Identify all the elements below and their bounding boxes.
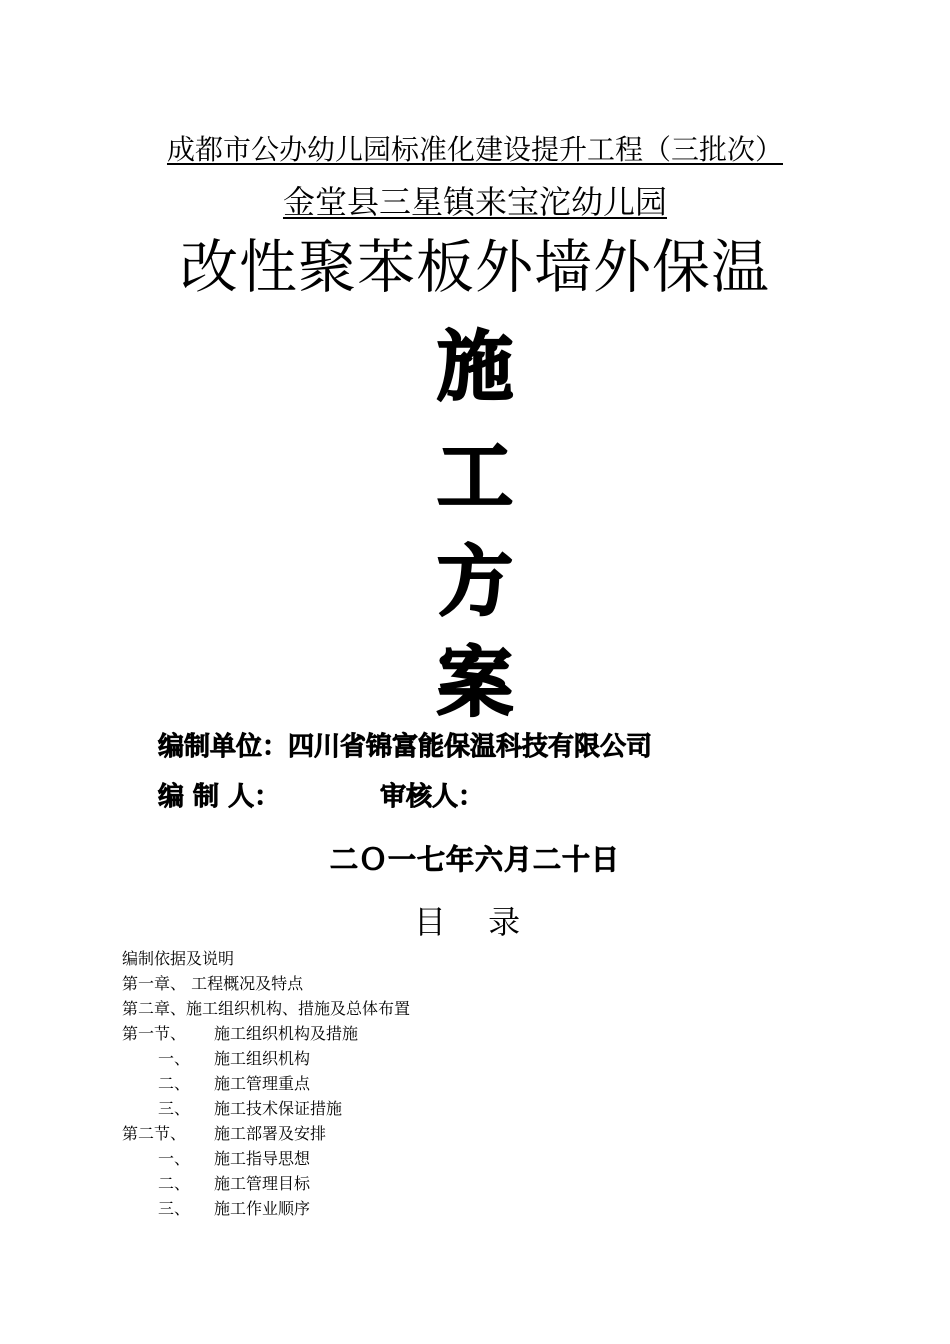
toc-item-number: 第一章、 [122,974,187,993]
toc-item[interactable] [122,1196,410,1221]
doc-type-char-1: 施 [437,322,513,411]
compiler-unit-value: 四川省锦富能保温科技有限公司 [288,732,653,762]
toc-list [122,946,410,1221]
compiler-row [158,780,280,814]
site-title-text: 金堂县三星镇来宝沱幼儿园 [282,183,667,221]
toc-item[interactable] [122,1096,410,1121]
toc-item[interactable] [122,996,410,1021]
compiler-label: 编 制 人： [158,782,281,812]
project-title-text: 成都市公办幼儿园标准化建设提升工程（三批次） [166,133,783,166]
toc-item[interactable] [122,946,410,971]
compiler-unit-label: 编制单位： [158,732,289,762]
toc-item-number: 三、 [158,1199,191,1218]
toc-item-number: 三、 [158,1099,191,1118]
toc-item-text: 施工作业顺序 [214,1199,311,1218]
document-date: 二Ｏ一七年六月二十日 [329,843,620,876]
site-title [0,181,950,223]
toc-item[interactable] [122,1071,410,1096]
toc-item-text: 施工组织机构 [214,1049,311,1068]
toc-item[interactable] [122,1046,410,1071]
toc-item[interactable] [122,1021,410,1046]
toc-item-number: 一、 [158,1049,191,1068]
doc-type-char-3: 方 [437,537,513,626]
toc-item[interactable] [122,971,410,996]
toc-item[interactable] [122,1146,410,1171]
toc-item-text: 施工部署及安排 [214,1124,327,1143]
reviewer-row [380,780,484,814]
toc-item-text: 工程概况及特点 [186,974,304,993]
toc-item-text: 施工指导思想 [214,1149,311,1168]
toc-item-number: 二、 [158,1174,191,1193]
compiler-unit-row [158,730,652,764]
work-title: 改性聚苯板外墙外保温 [179,233,770,301]
toc-item-text: 施工技术保证措施 [214,1099,343,1118]
toc-item[interactable] [122,1171,410,1196]
doc-type-char-2: 工 [437,432,513,521]
toc-item-text: 编制依据及说明 [122,949,235,968]
toc-item-number: 二、 [158,1074,191,1093]
toc-item-number: 第一节、 [122,1024,187,1043]
toc-item-text: 施工管理目标 [214,1174,311,1193]
reviewer-label: 审核人： [380,782,485,812]
doc-type-char-4: 案 [437,638,513,727]
project-title [0,132,950,168]
toc-item-text: 施工组织机构、措施及总体布置 [186,999,411,1018]
toc-item-number: 第二章、 [122,999,187,1018]
toc-item-number: 第二节、 [122,1124,187,1143]
toc-title: 目 录 [413,903,537,941]
toc-item-number: 一、 [158,1149,191,1168]
toc-item[interactable] [122,1121,410,1146]
toc-item-text: 施工管理重点 [214,1074,311,1093]
toc-item-text: 施工组织机构及措施 [214,1024,359,1043]
